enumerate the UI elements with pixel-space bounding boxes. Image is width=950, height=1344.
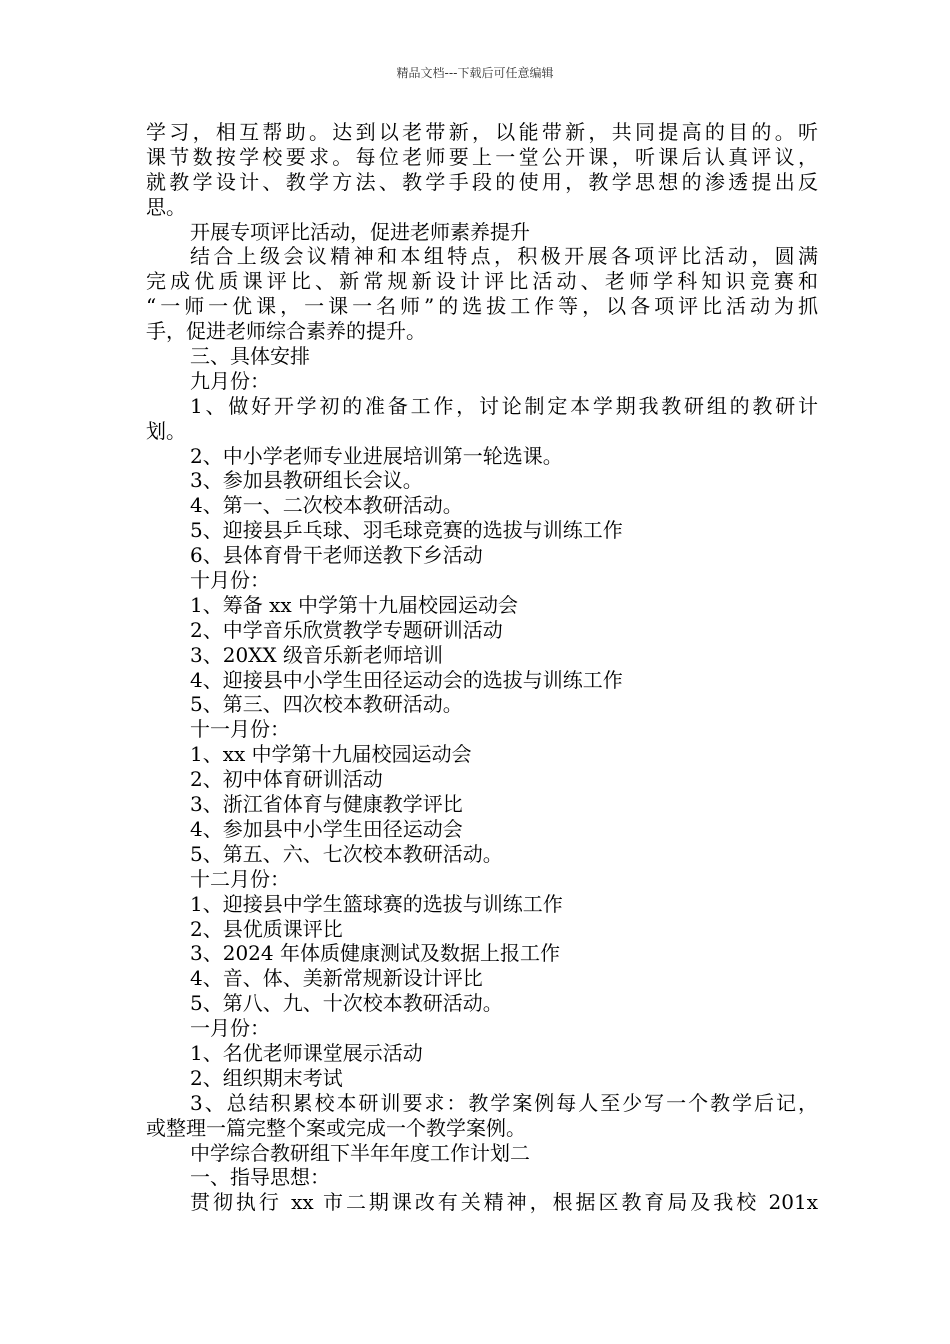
text-line: 4、第一、二次校本教研活动。 <box>190 493 463 518</box>
text-line: 5、第五、六、七次校本教研活动。 <box>190 841 503 866</box>
text-line: 2、组织期末考试 <box>190 1065 343 1090</box>
text-line: 贯彻执行 xx 市二期课改有关精神，根据区教育局及我校 201x <box>190 1190 818 1215</box>
text-line: 结合上级会议精神和本组特点，积极开展各项评比活动，圆满 <box>190 244 818 269</box>
text-line: 5、第八、九、十次校本教研活动。 <box>190 991 503 1016</box>
text-line: 3、2024 年体质健康测试及数据上报工作 <box>190 941 560 966</box>
text-line: 4、音、体、美新常规新设计评比 <box>190 966 483 991</box>
text-line: 中学综合教研组下半年年度工作计划二 <box>190 1140 530 1165</box>
text-line: 3、浙江省体育与健康教学评比 <box>190 792 463 817</box>
text-line: 1、迎接县中学生篮球赛的选拔与训练工作 <box>190 891 563 916</box>
text-line: 十二月份： <box>190 866 290 891</box>
text-line: 学习，相互帮助。达到以老带新，以能带新，共同提高的目的。听 <box>146 120 818 144</box>
text-line: 开展专项评比活动，促进老师素养提升 <box>190 219 530 244</box>
text-line: 1、xx 中学第十九届校园运动会 <box>190 742 472 767</box>
text-line: 九月份： <box>190 368 270 393</box>
text-line: 一月份： <box>190 1016 270 1041</box>
text-line: 1、筹备 xx 中学第十九届校园运动会 <box>190 592 518 617</box>
text-line: 3、20XX 级音乐新老师培训 <box>190 642 444 667</box>
text-line: 1、做好开学初的准备工作，讨论制定本学期我教研组的教研计 <box>190 393 818 418</box>
text-line: 4、迎接县中小学生田径运动会的选拔与训练工作 <box>190 667 623 692</box>
text-line: 就教学设计、教学方法、教学手段的使用，教学思想的渗透提出反 <box>146 169 818 194</box>
text-line: 1、名优老师课堂展示活动 <box>190 1040 423 1065</box>
text-line: 手，促进老师综合素养的提升。 <box>146 319 426 344</box>
text-line: 或整理一篇完整个案或完成一个教学案例。 <box>146 1115 526 1140</box>
text-line: 2、中学音乐欣赏教学专题研训活动 <box>190 617 503 642</box>
text-line: 3、参加县教研组长会议。 <box>190 468 423 493</box>
text-line: 思。 <box>146 194 186 219</box>
document-body <box>146 120 818 1215</box>
text-line: 3、总结积累校本研训要求：教学案例每人至少写一个教学后记， <box>190 1090 818 1115</box>
text-line: 2、中小学老师专业进展培训第一轮选课。 <box>190 443 563 468</box>
text-line: 三、具体安排 <box>190 344 310 369</box>
text-line: 5、迎接县乒乓球、羽毛球竞赛的选拔与训练工作 <box>190 518 623 543</box>
text-line: 2、初中体育研训活动 <box>190 767 383 792</box>
text-line: “一师一优课，一课一名师”的选拔工作等，以各项评比活动为抓 <box>146 294 818 319</box>
text-line: 十月份： <box>190 568 270 593</box>
text-line: 4、参加县中小学生田径运动会 <box>190 816 463 841</box>
page-header: 精品文档---下载后可任意编辑 <box>396 66 554 80</box>
text-line: 6、县体育骨干老师送教下乡活动 <box>190 543 483 568</box>
text-line: 划。 <box>146 418 186 443</box>
text-line: 完成优质课评比、新常规新设计评比活动、老师学科知识竞赛和 <box>146 269 818 294</box>
text-line: 十一月份： <box>190 717 290 742</box>
text-line: 2、县优质课评比 <box>190 916 343 941</box>
text-line: 课节数按学校要求。每位老师要上一堂公开课，听课后认真评议， <box>146 144 818 169</box>
text-line: 5、第三、四次校本教研活动。 <box>190 692 463 717</box>
text-line: 一、指导思想： <box>190 1165 330 1190</box>
